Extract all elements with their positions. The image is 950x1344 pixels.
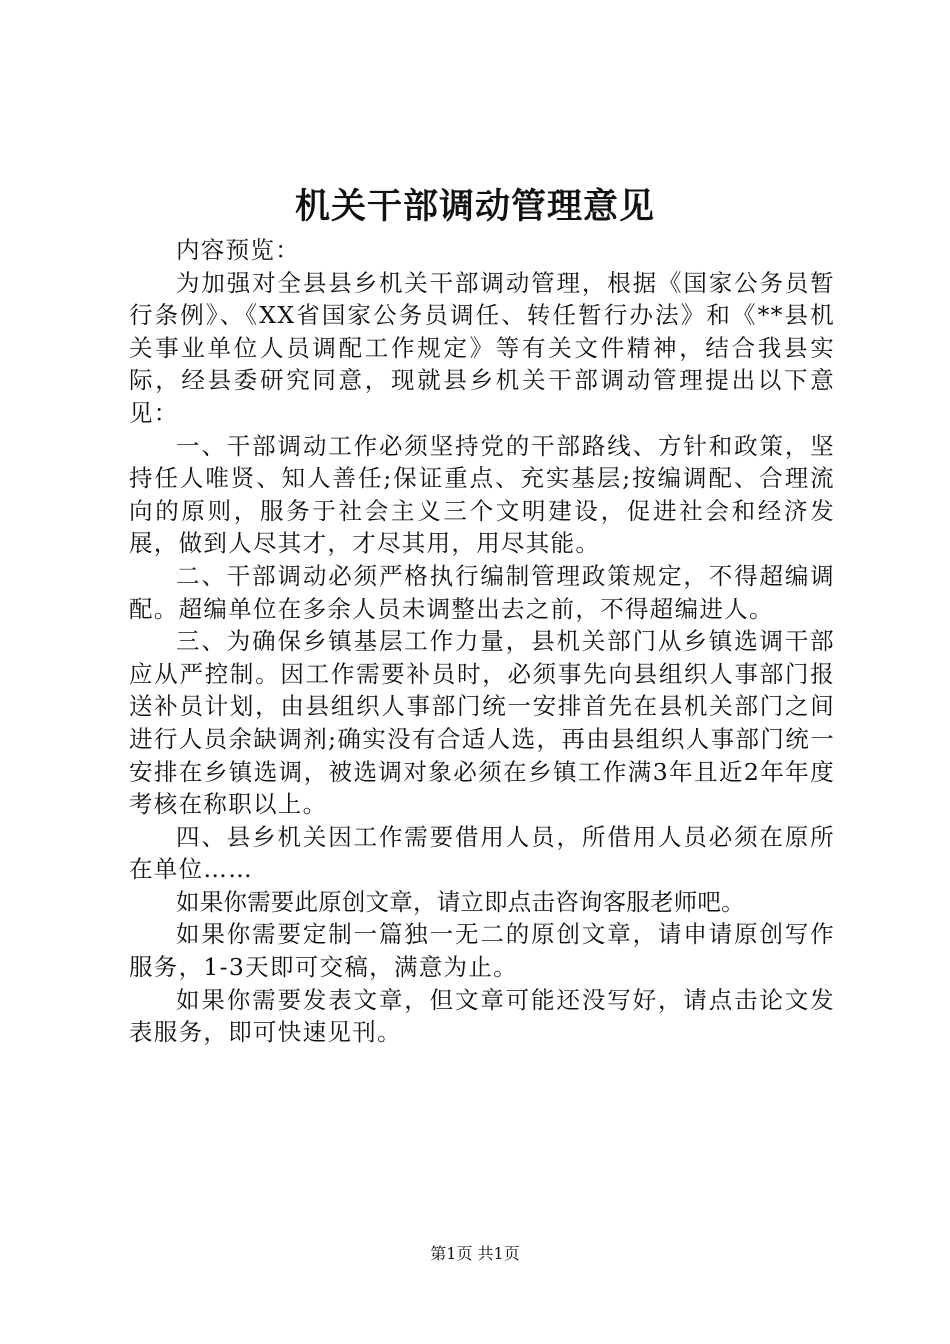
page-footer: 第1页 共1页	[430, 1244, 520, 1263]
custom-writing-paragraph: 如果你需要定制一篇独一无二的原创文章，请申请原创写作服务，1-3天即可交稿，满意为止。	[129, 920, 835, 982]
document-body	[129, 234, 835, 1049]
consult-service-paragraph: 如果你需要此原创文章，请立即点击咨询客服老师吧。	[176, 887, 745, 916]
publishing-service-paragraph: 如果你需要发表文章，但文章可能还没写好，请点击论文发表服务，即可快速见刊。	[129, 985, 835, 1047]
document-title: 机关干部调动管理意见	[294, 186, 655, 227]
intro-paragraph: 为加强对全县县乡机关干部调动管理，根据《国家公务员暂行条例》、《XX省国家公务员调任、转任暂行办法》和《**县机关事业单位人员调配工作规定》等有关文件精神，结合我县实际，经县委研究同意，现就县乡机关干部调动管理提出以下意见：	[129, 268, 835, 427]
section-two-paragraph: 二、干部调动必须严格执行编制管理政策规定，不得超编调配。超编单位在多余人员未调整出去之前，不得超编进人。	[129, 561, 835, 623]
section-four-paragraph: 四、县乡机关因工作需要借用人员，所借用人员必须在原所在单位……	[129, 822, 835, 884]
section-three-paragraph: 三、为确保乡镇基层工作力量，县机关部门从乡镇选调干部应从严控制。因工作需要补员时，必须事先向县组织人事部门报送补员计划，由县组织人事部门统一安排首先在县机关部门之间进行人员余缺调剂;确实没有合适人选，再由县组织人事部门统一安排在乡镇选调，被选调对象必须在乡镇工作满3年且近2年年度考核在称职以上。	[129, 627, 835, 819]
section-one-paragraph: 一、干部调动工作必须坚持党的干部路线、方针和政策，坚持任人唯贤、知人善任;保证重点、充实基层;按编调配、合理流向的原则，服务于社会主义三个文明建设，促进社会和经济发展，做到人尽其才，才尽其用，用尽其能。	[129, 431, 835, 558]
preview-label: 内容预览：	[176, 236, 300, 264]
